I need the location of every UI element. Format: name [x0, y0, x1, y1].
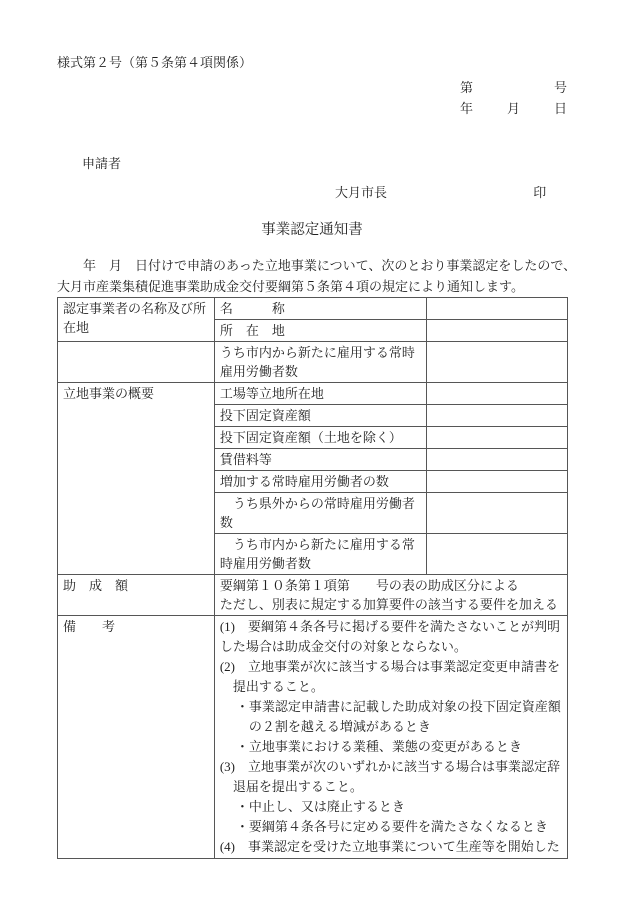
table-row [58, 575, 568, 616]
remarks-line: ・立地事業における業種、業態の変更があるとき [235, 739, 522, 754]
certification-table [57, 297, 568, 859]
remarks-line: (3) 立地事業が次のいずれかに該当する場合は事業認定辞 [219, 759, 560, 774]
field-newly-hired-city: うち市内から新たに雇用する常時雇用労働者数 [214, 342, 426, 383]
table-row [58, 383, 568, 405]
remarks-line: した場合は助成金交付の対象とならない。 [219, 639, 467, 654]
mayor-line [335, 184, 567, 201]
doc-number-block [460, 77, 567, 119]
body-line-2: 大月市産業集積促進事業助成金交付要綱第５条第４項の規定により通知します。 [57, 279, 524, 294]
field-address: 所 在 地 [214, 320, 426, 342]
value-cell-name [427, 298, 568, 320]
field-increased-workers: 増加する常時雇用労働者の数 [214, 471, 426, 493]
value-cell-factory-location [427, 383, 568, 405]
field-factory-location: 工場等立地所在地 [214, 383, 426, 405]
field-workers-from-city: うち市内から新たに雇用する常時雇用労働者数 [214, 534, 426, 575]
value-cell-address [427, 320, 568, 342]
field-fixed-assets: 投下固定資産額 [214, 405, 426, 427]
label-subsidy-amount: 助 成 額 [58, 575, 215, 616]
value-cell-workers-outside-pref [427, 493, 568, 534]
remarks-line: ・中止し、又は廃止するとき [235, 799, 405, 814]
table-row [58, 616, 568, 859]
field-fixed-assets-ex-land: 投下固定資産額（土地を除く） [214, 427, 426, 449]
body-line-1: 年 月 日付けで申請のあった立地事業について、次のとおり事業認定をしたので、 [57, 258, 577, 273]
remarks-cell [214, 616, 567, 859]
remarks-line: (2) 立地事業が次に該当する場合は事業認定変更申請書を [219, 659, 560, 674]
table-row [58, 342, 568, 383]
date-month-label: 月 [506, 101, 520, 116]
mayor-label: 大月市長 [335, 185, 388, 200]
value-cell-workers-from-city [427, 534, 568, 575]
remarks-line: の２割を越える増減があるとき [248, 719, 431, 734]
date-day-label: 日 [553, 101, 567, 116]
remarks-line: (1) 要綱第４条各号に掲げる要件を満たさないことが判明 [219, 619, 560, 634]
remarks-line: 提出すること。 [232, 679, 324, 694]
remarks-line: 退届を提出すること。 [232, 779, 363, 794]
body-paragraph [57, 255, 577, 297]
remarks-line: ・事業認定申請書に記載した助成対象の投下固定資産額 [235, 699, 561, 714]
document-title: 事業認定通知書 [261, 222, 363, 238]
subsidy-amount-cell [214, 575, 567, 616]
doc-number-line [460, 77, 567, 98]
date-line [460, 98, 567, 119]
field-workers-outside-pref: うち県外からの常時雇用労働者数 [214, 493, 426, 534]
seal-label: 印 [533, 185, 547, 200]
value-cell-fixed-assets-ex-land [427, 427, 568, 449]
subsidy-line-1: 要綱第１０条第１項第 号の表の助成区分による [219, 578, 519, 593]
label-empty [58, 342, 215, 383]
value-cell-rent [427, 449, 568, 471]
field-rent: 賃借料等 [214, 449, 426, 471]
table-row [58, 298, 568, 320]
remarks-line: ・要綱第４条各号に定める要件を満たさなくなるとき [235, 819, 548, 834]
doc-number-suffix: 号 [553, 80, 567, 95]
doc-number-prefix: 第 [460, 80, 474, 95]
form-number: 様式第２号（第５条第４項関係） [57, 55, 253, 70]
label-remarks: 備 考 [58, 616, 215, 859]
value-cell-newly-hired [427, 342, 568, 383]
date-year-label: 年 [460, 101, 474, 116]
value-cell-increased-workers [427, 471, 568, 493]
field-name: 名 称 [214, 298, 426, 320]
value-cell-fixed-assets [427, 405, 568, 427]
subsidy-line-2: ただし、別表に規定する加算要件の該当する要件を加える [219, 597, 558, 612]
label-certified-business: 認定事業者の名称及び所在地 [58, 298, 215, 342]
remarks-line: (4) 事業認定を受けた立地事業について生産等を開始した [219, 839, 560, 854]
label-project-overview: 立地事業の概要 [58, 383, 215, 575]
applicant-label: 申請者 [82, 156, 122, 171]
